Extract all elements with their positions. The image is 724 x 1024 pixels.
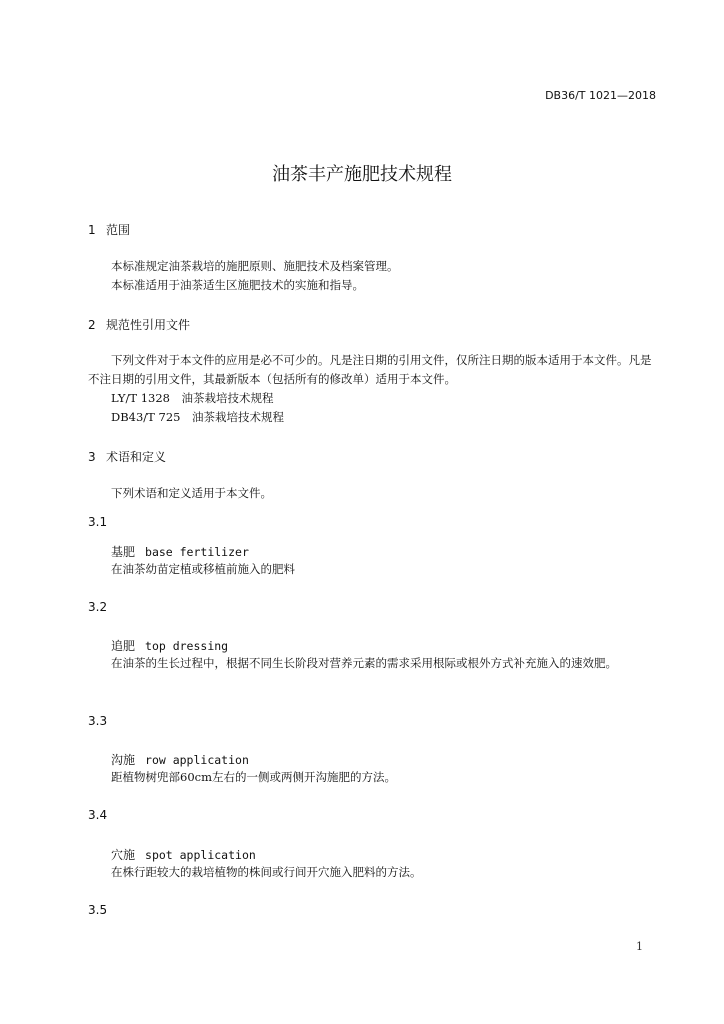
term-number: 3.1 bbox=[88, 515, 108, 529]
section-heading-1 bbox=[88, 221, 130, 238]
paragraph-text: 下列文件对于本文件的应用是必不可少的。凡是注日期的引用文件，仅所注日期的版本适用于本文件。凡是不注日期的引用文件，其最新版本（包括所有的修改单）适用于本文件。 bbox=[88, 353, 652, 386]
paragraph: 本标准规定油茶栽培的施肥原则、施肥技术及档案管理。 bbox=[111, 259, 399, 273]
section-heading-2 bbox=[88, 316, 190, 333]
term-cn: 追肥 bbox=[111, 639, 136, 653]
term-cn: 穴施 bbox=[111, 848, 136, 862]
section-title: 术语和定义 bbox=[106, 450, 167, 464]
section-title: 规范性引用文件 bbox=[106, 318, 191, 332]
paragraph bbox=[88, 351, 658, 389]
paragraph: 下列术语和定义适用于本文件。 bbox=[111, 486, 272, 500]
paragraph: 本标准适用于油茶适生区施肥技术的实施和指导。 bbox=[111, 278, 364, 292]
term-en: base fertilizer bbox=[145, 545, 249, 559]
term-title bbox=[111, 543, 249, 560]
term-en: spot application bbox=[145, 848, 256, 862]
term-number: 3.4 bbox=[88, 808, 108, 822]
term-en: top dressing bbox=[145, 639, 229, 653]
section-number: 2 bbox=[88, 318, 96, 332]
term-title bbox=[111, 751, 249, 768]
term-number: 3.3 bbox=[88, 714, 108, 728]
reference-item: DB43/T 725 油茶栽培技术规程 bbox=[111, 410, 284, 424]
term-number: 3.2 bbox=[88, 600, 108, 614]
reference-item: LY/T 1328 油茶栽培技术规程 bbox=[111, 391, 274, 405]
standard-number: DB36/T 1021—2018 bbox=[545, 89, 656, 102]
term-cn: 基肥 bbox=[111, 545, 136, 559]
page-number: 1 bbox=[636, 940, 643, 953]
section-title: 范围 bbox=[106, 223, 131, 237]
section-number: 3 bbox=[88, 450, 96, 464]
term-definition: 在株行距较大的栽培植物的株间或行间开穴施入肥料的方法。 bbox=[111, 865, 422, 879]
section-number: 1 bbox=[88, 223, 96, 237]
section-heading-3 bbox=[88, 448, 166, 465]
term-definition-text: 在油茶的生长过程中，根据不同生长阶段对营养元素的需求采用根际或根外方式补充施入的速效肥。 bbox=[111, 656, 617, 670]
term-title bbox=[111, 846, 256, 863]
term-number: 3.5 bbox=[88, 903, 108, 917]
term-definition bbox=[88, 654, 658, 673]
term-en: row application bbox=[145, 753, 249, 767]
term-cn: 沟施 bbox=[111, 753, 136, 767]
term-title bbox=[111, 637, 228, 654]
document-title: 油茶丰产施肥技术规程 bbox=[272, 164, 452, 185]
term-definition: 在油茶幼苗定植或移植前施入的肥料 bbox=[111, 562, 295, 576]
term-definition: 距植物树兜部60cm左右的一侧或两侧开沟施肥的方法。 bbox=[111, 770, 396, 784]
